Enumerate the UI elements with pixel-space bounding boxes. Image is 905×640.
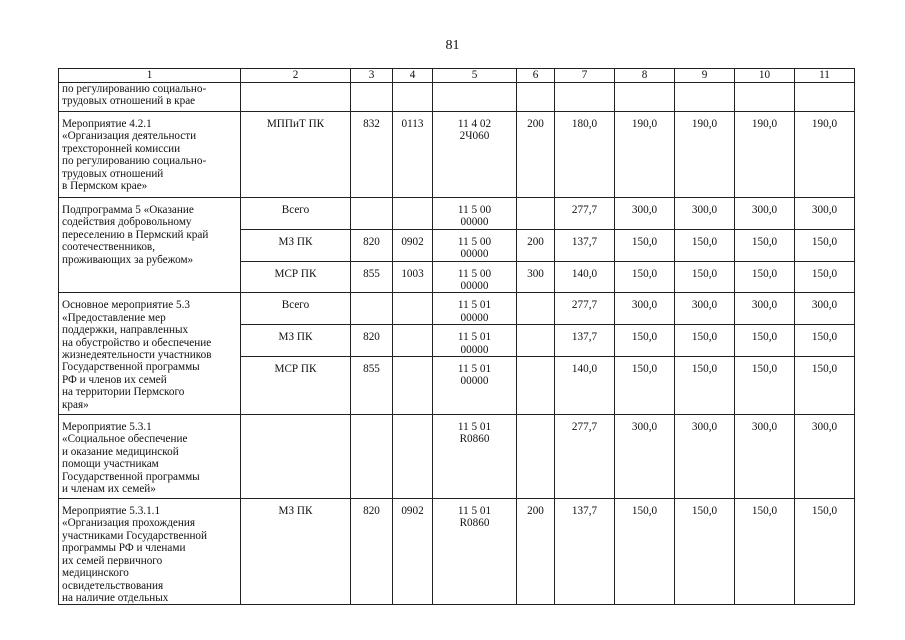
value-cell: 150,0 [675,261,735,293]
cell [393,325,433,357]
cell [393,415,433,499]
col-header: 8 [615,69,675,83]
value-cell: 137,7 [555,499,615,605]
admin-cell: МСР ПК [241,261,351,293]
col-header: 4 [393,69,433,83]
cell: 200 [517,112,555,198]
value-cell: 150,0 [615,499,675,605]
value-cell: 190,0 [735,112,795,198]
admin-cell: Всего [241,293,351,325]
table-row [59,293,855,325]
value-cell: 300,0 [735,293,795,325]
row-name: Основное мероприятие 5.3 «Предоставление мер поддержки, направленных на обустройство и обеспечение жизнедеятельности участников Государственной программы РФ и членов их семей на территории Пермского края» [59,293,241,415]
code-cell: 11 5 00 00000 [433,198,517,230]
cell [393,198,433,230]
value-cell: 150,0 [675,325,735,357]
admin-cell [241,415,351,499]
value-cell: 137,7 [555,325,615,357]
table-row [59,198,855,230]
table-row [59,83,855,112]
value-cell: 277,7 [555,198,615,230]
value-cell: 277,7 [555,293,615,325]
value-cell: 300,0 [795,415,855,499]
value-cell: 300,0 [615,293,675,325]
cell: 855 [351,261,393,293]
code-cell: 11 4 02 2Ч060 [433,112,517,198]
value-cell: 150,0 [615,357,675,415]
code-cell: 11 5 01 00000 [433,325,517,357]
value-cell: 137,7 [555,229,615,261]
value-cell: 150,0 [795,229,855,261]
value-cell: 150,0 [675,357,735,415]
cell: 832 [351,112,393,198]
value-cell: 150,0 [795,357,855,415]
budget-table [58,68,855,605]
value-cell: 150,0 [615,261,675,293]
cell [393,293,433,325]
value-cell: 150,0 [735,261,795,293]
cell [351,293,393,325]
col-header: 6 [517,69,555,83]
table-row [59,415,855,499]
page-number: 81 [445,38,460,53]
cell: 820 [351,229,393,261]
cell [517,293,555,325]
cell: 820 [351,499,393,605]
code-cell: 11 5 01 R0860 [433,415,517,499]
table-row [59,499,855,605]
cell: 300 [517,261,555,293]
cell [517,415,555,499]
col-header: 5 [433,69,517,83]
row-name: по регулированию социально- трудовых отношений в крае [59,83,241,112]
col-header: 1 [59,69,241,83]
value-cell: 300,0 [795,293,855,325]
col-header: 10 [735,69,795,83]
value-cell: 150,0 [795,499,855,605]
value-cell: 190,0 [795,112,855,198]
cell: 1003 [393,261,433,293]
code-cell: 11 5 00 00000 [433,229,517,261]
value-cell: 300,0 [675,415,735,499]
code-cell: 11 5 01 00000 [433,357,517,415]
value-cell: 150,0 [675,499,735,605]
value-cell: 150,0 [735,357,795,415]
cell: 0113 [393,112,433,198]
value-cell: 150,0 [735,499,795,605]
value-cell: 190,0 [675,112,735,198]
value-cell: 300,0 [795,198,855,230]
value-cell: 150,0 [735,325,795,357]
value-cell: 140,0 [555,261,615,293]
value-cell: 300,0 [615,198,675,230]
cell [351,415,393,499]
value-cell: 150,0 [795,325,855,357]
cell [517,325,555,357]
value-cell: 150,0 [615,229,675,261]
admin-cell: Всего [241,198,351,230]
value-cell: 277,7 [555,415,615,499]
row-name: Подпрограмма 5 «Оказание содействия добровольному переселению в Пермский край соотечественников, проживающих за рубежом» [59,198,241,293]
col-header: 7 [555,69,615,83]
value-cell: 300,0 [735,415,795,499]
value-cell: 190,0 [615,112,675,198]
col-header: 9 [675,69,735,83]
cell: 200 [517,229,555,261]
cell: 0902 [393,229,433,261]
admin-cell: МСР ПК [241,357,351,415]
cell: 855 [351,357,393,415]
value-cell: 300,0 [675,293,735,325]
value-cell: 180,0 [555,112,615,198]
value-cell: 300,0 [615,415,675,499]
code-cell: 11 5 01 R0860 [433,499,517,605]
admin-cell: МЗ ПК [241,499,351,605]
cell: 820 [351,325,393,357]
admin-cell: МЗ ПК [241,325,351,357]
admin-cell: МППиТ ПК [241,112,351,198]
col-header: 3 [351,69,393,83]
value-cell: 140,0 [555,357,615,415]
cell [517,357,555,415]
value-cell: 150,0 [795,261,855,293]
col-header: 11 [795,69,855,83]
cell: 200 [517,499,555,605]
cell [351,198,393,230]
cell [517,198,555,230]
value-cell: 150,0 [615,325,675,357]
col-header: 2 [241,69,351,83]
admin-cell: МЗ ПК [241,229,351,261]
table-row [59,112,855,198]
row-name: Мероприятие 5.3.1.1 «Организация прохождения участниками Государственной программы РФ и членами их семей первичного медицинского освидетельствования на наличие отдельных [59,499,241,605]
value-cell: 300,0 [735,198,795,230]
row-name: Мероприятие 4.2.1 «Организация деятельности трехсторонней комиссии по регулированию социально- трудовых отношений в Пермском крае» [59,112,241,198]
row-name: Мероприятие 5.3.1 «Социальное обеспечение и оказание медицинской помощи участникам Государственной программы и членам их семей» [59,415,241,499]
cell [393,357,433,415]
code-cell: 11 5 00 00000 [433,261,517,293]
value-cell: 150,0 [675,229,735,261]
code-cell: 11 5 01 00000 [433,293,517,325]
header-row [59,69,855,83]
value-cell: 150,0 [735,229,795,261]
value-cell: 300,0 [675,198,735,230]
cell: 0902 [393,499,433,605]
